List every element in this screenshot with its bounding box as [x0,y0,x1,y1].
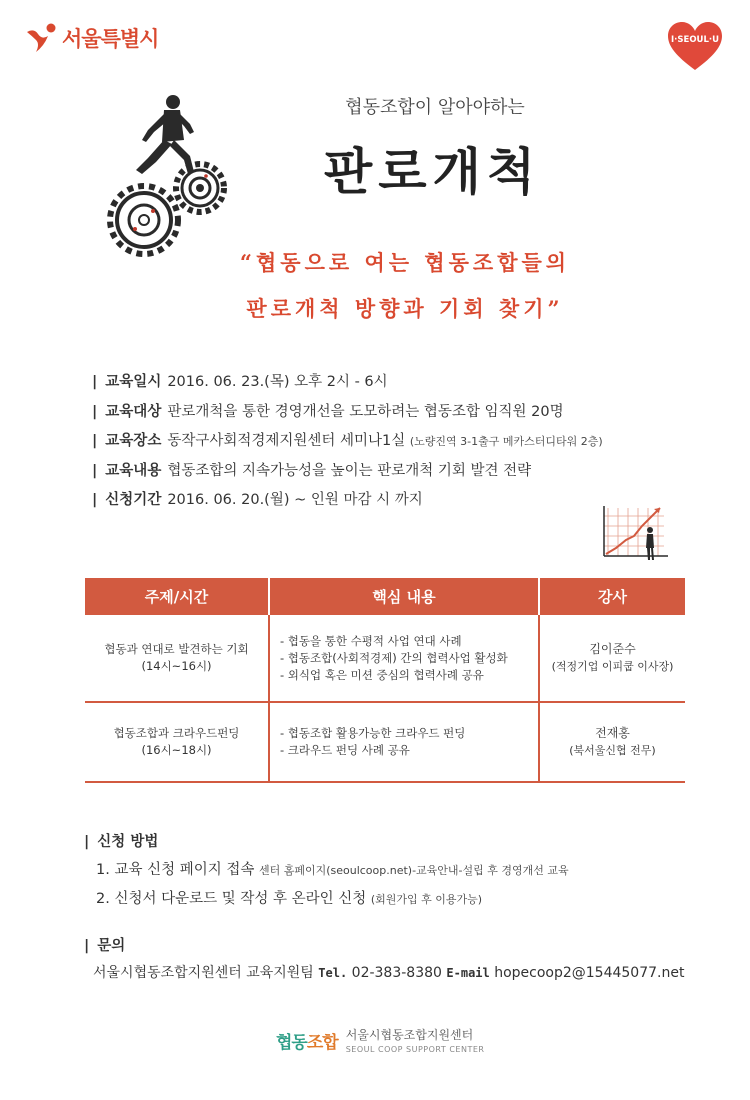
iseoulu-logo [658,20,732,72]
table-header-row [85,578,685,615]
iseoulu-text: I·SEOUL·U [671,35,719,45]
instructor-cell [539,702,685,782]
info-label: 교육장소 [105,433,162,449]
header-topic-time: 주제/시간 [85,578,269,615]
method-list [96,856,569,914]
info-label: 교육내용 [105,462,162,479]
education-info [92,368,603,516]
topic-time: (16시~18시) [141,743,212,757]
info-value: 협동조합의 지속가능성을 높이는 판로개척 기회 발견 전략 [167,462,532,479]
growth-chart-illustration [598,500,678,564]
topic-cell [85,702,269,782]
email-value: hopecoop2@15445077.net [494,965,685,981]
info-value: 판로개척을 통한 경영개선을 도모하려는 협동조합 임직원 20명 [167,403,564,420]
info-value: 2016. 06. 23.(목) 오후 2시 - 6시 [167,374,388,390]
contact-heading [84,934,125,955]
seoul-logo-text: 서울특별시 [62,27,159,51]
info-value: 동작구사회적경제지원센터 세미나1실 [167,433,406,449]
info-label: 교육대상 [105,403,162,420]
info-row-content [92,457,603,487]
table-row [85,702,685,782]
footer-text [346,1026,485,1054]
instructor-cell [539,615,685,702]
method-heading [84,830,158,851]
info-row-place [92,427,603,457]
tel-label: Tel. [318,966,348,980]
schedule-table [85,578,685,783]
method-heading-text: 신청 방법 [97,834,159,850]
content-item: - 외식업 혹은 미션 중심의 협력사례 공유 [280,667,484,682]
slogan-line-2: 판로개척 방향과 기회 찾기” [246,296,564,321]
method-text: 신청서 다운로드 및 작성 후 온라인 신청 [114,891,367,907]
contact-line [93,962,684,982]
tel-value: 02-383-8380 [351,965,442,981]
instructor-org: (적정기업 이피쿱 이사장) [551,660,674,673]
topic-time: (14시~16시) [141,659,212,673]
info-label: 교육일시 [105,374,162,390]
bullet-bar: | [92,462,98,479]
topic-cell [85,615,269,702]
bullet-bar: | [92,403,98,420]
info-value: 2016. 06. 20.(월) ~ 인원 마감 시 까지 [167,492,423,508]
method-note: (회원가입 후 이용가능) [370,893,483,906]
bullet-bar: | [84,938,90,954]
table-row [85,615,685,702]
footer-name-ko: 서울시협동조합지원센터 [345,1028,474,1042]
info-row-date [92,368,603,398]
seoul-city-logo [24,22,158,54]
footer-logo-block [276,1026,484,1054]
method-item [96,856,569,885]
bullet-bar: | [92,374,98,390]
content-item: - 크라우드 펀딩 사례 공유 [280,743,410,757]
poster-title: 판로개척 [323,143,542,201]
method-note: 센터 홈페이지(seoulcoop.net)-교육안내-설립 후 경영개선 교육 [258,864,569,877]
info-row-target [92,398,603,428]
topic-title: 협동과 연대로 발견하는 기회 [104,642,249,656]
heart-icon [658,20,732,72]
email-label: E-mail [446,966,490,980]
content-item: - 협동조합 활용가능한 크라우드 펀딩 [280,726,466,740]
instructor-name: 김이준수 [589,642,636,656]
info-row-period [92,486,603,516]
method-item [96,885,569,914]
content-cell [269,615,539,702]
bullet-bar: | [92,492,98,508]
bullet-bar: | [84,834,90,850]
method-number: 2. [96,891,110,907]
method-number: 1. [96,862,110,878]
method-text: 교육 신청 페이지 접속 [114,862,255,878]
info-label: 신청기간 [105,492,162,508]
header-core-content: 핵심 내용 [269,578,539,615]
contact-heading-text: 문의 [97,938,126,954]
coop-logo-part2: 조합 [306,1032,338,1053]
coop-logo [276,1028,338,1053]
content-cell [269,702,539,782]
instructor-name: 전재홍 [595,726,630,740]
contact-org: 서울시협동조합지원센터 교육지원팀 [93,965,314,981]
footer-name-en: SEOUL COOP SUPPORT CENTER [345,1045,485,1054]
slogan-line-1: “협동으로 여는 협동조합들의 [239,250,571,275]
header-instructor: 강사 [539,578,685,615]
instructor-org: (북서울신협 전무) [569,744,656,757]
info-note: (노량진역 3-1출구 메카스터디타워 2층) [409,435,603,448]
poster-subtitle: 협동조합이 알아야하는 [345,97,525,118]
topic-title: 협동조합과 크라우드펀딩 [113,726,240,740]
slogan [0,240,750,332]
content-item: - 협동을 통한 수평적 사업 연대 사례 [280,633,462,648]
content-item: - 협동조합(사회적경제) 간의 협력사업 활성화 [280,650,508,665]
seoul-symbol-icon [24,22,58,54]
coop-logo-part1: 협동 [276,1032,307,1053]
bullet-bar: | [92,433,98,449]
